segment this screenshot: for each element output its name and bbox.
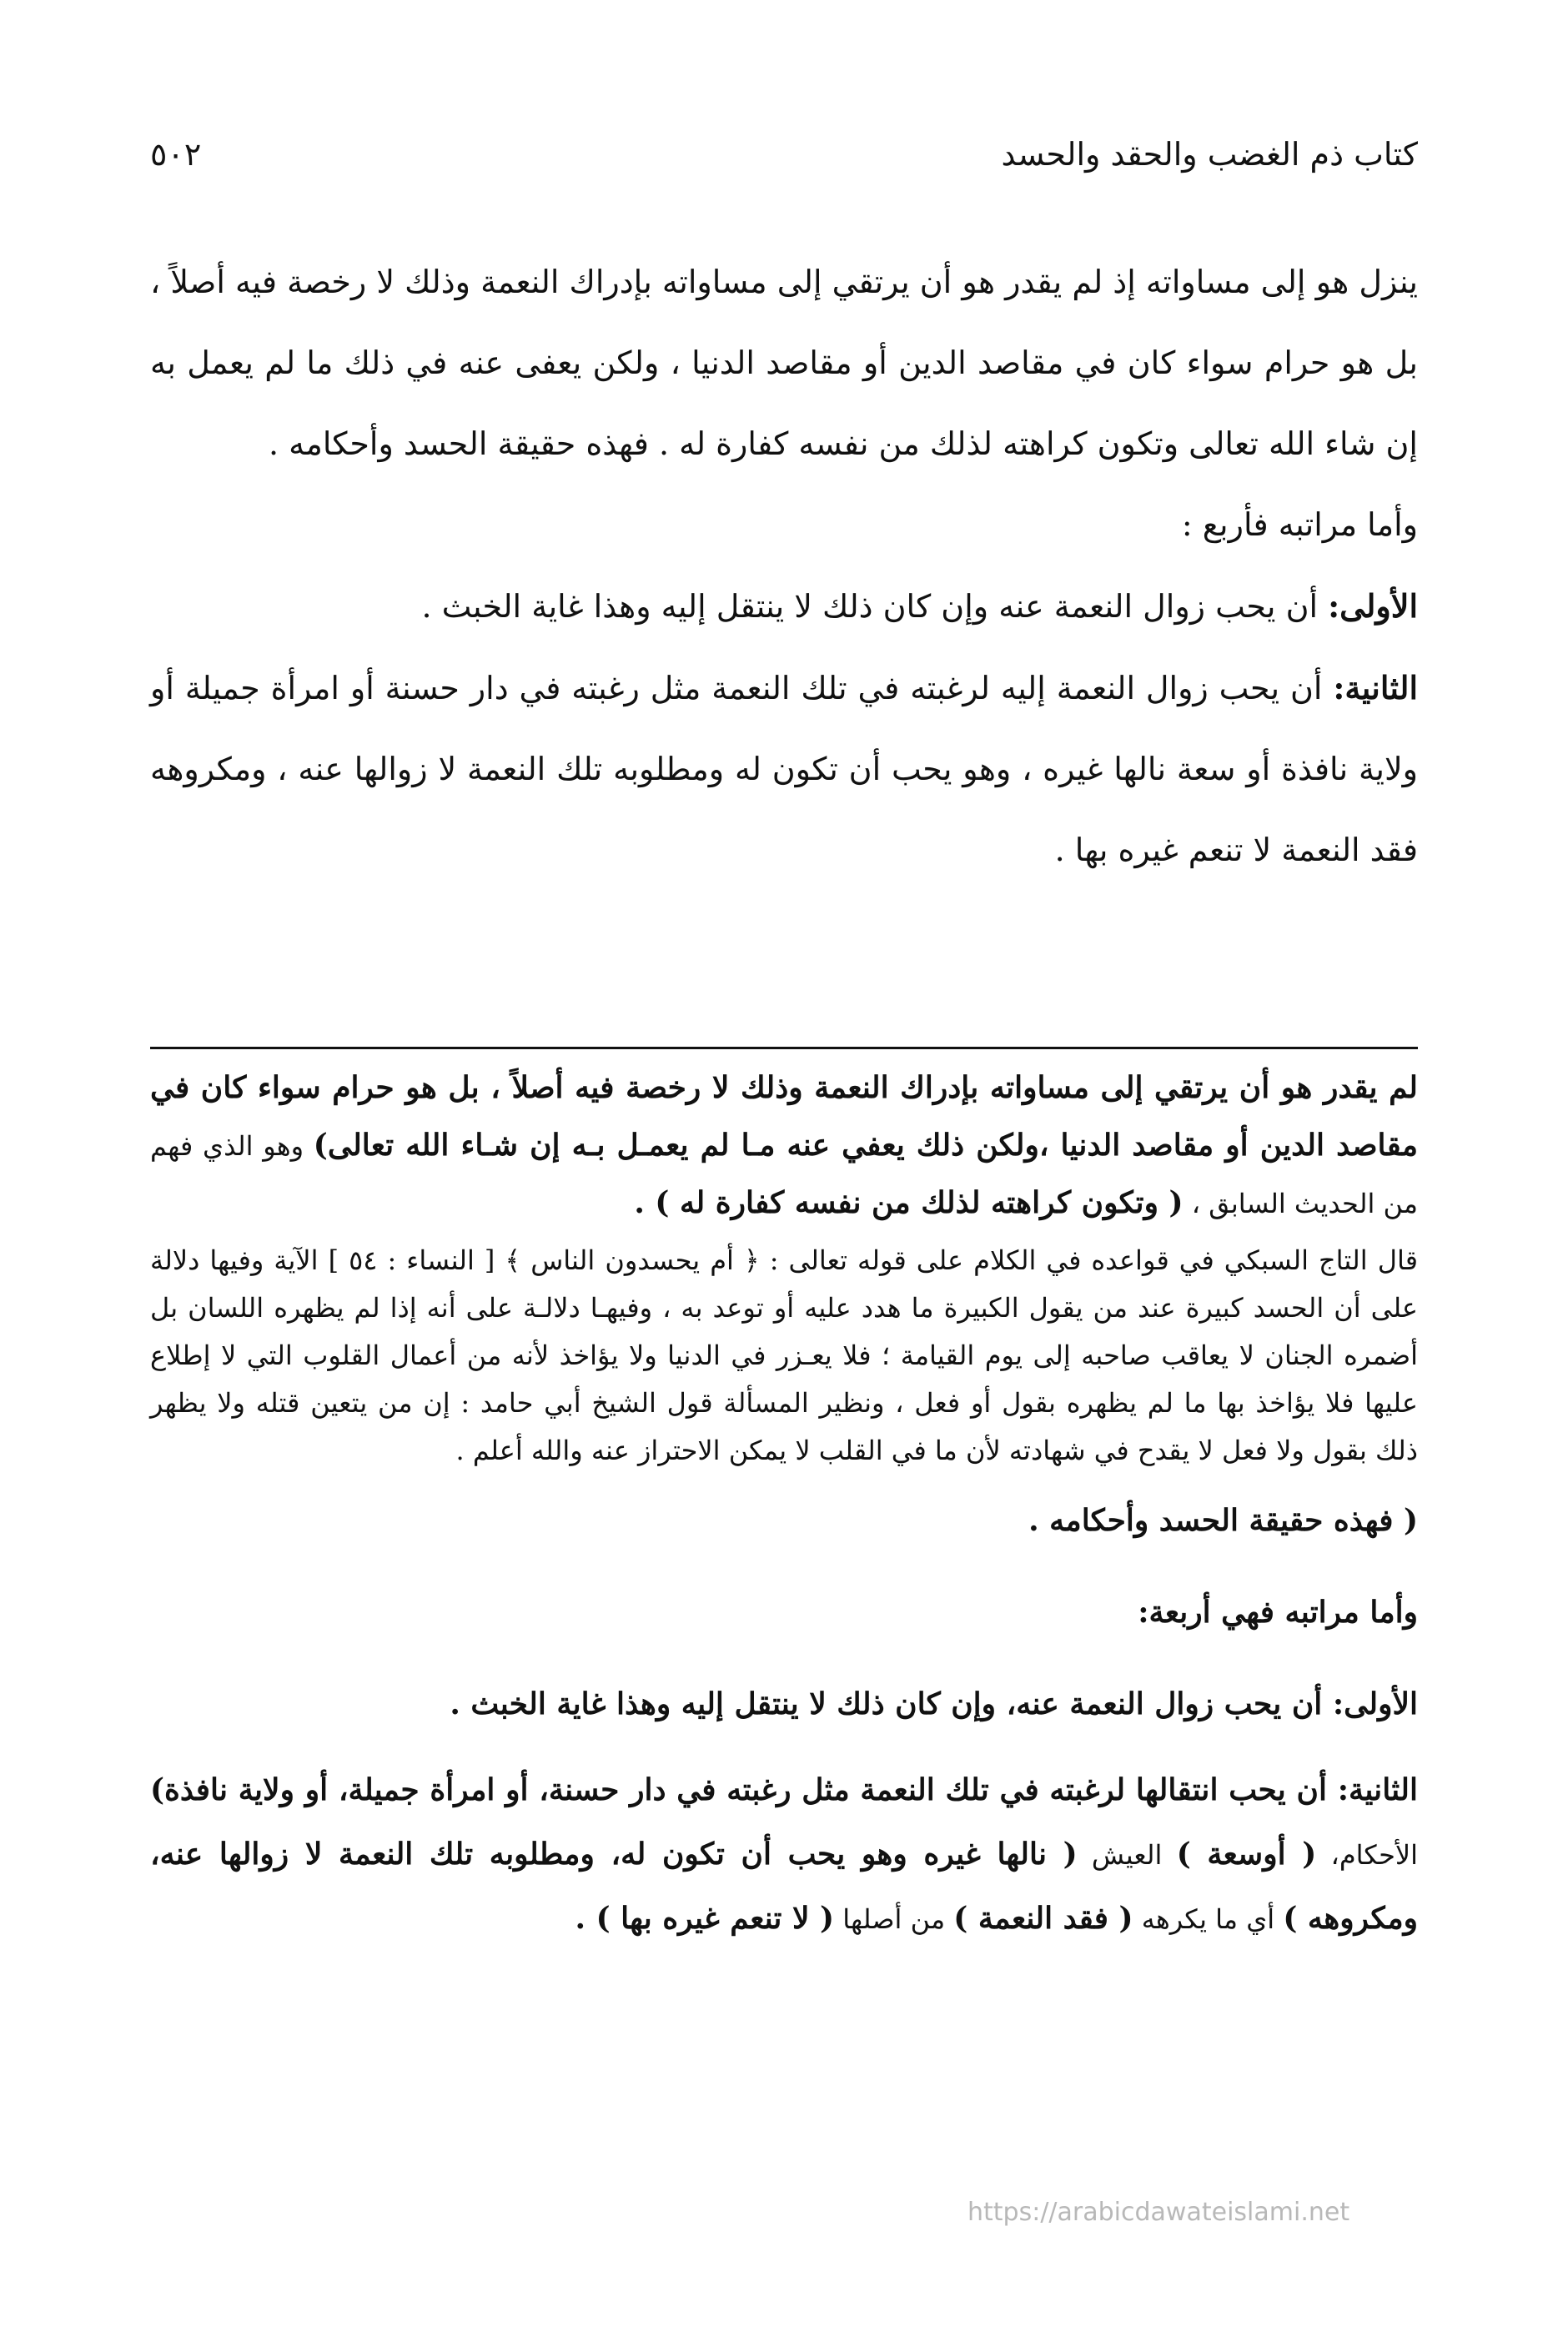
- running-head: [150, 125, 1418, 183]
- commentary-paragraph-5: الأولى: أن يحب زوال النعمة عنه، وإن كان ذلك لا ينتقل إليه وهذا غاية الخبث .: [450, 1686, 1418, 1721]
- level-two-label: الثانية:: [1333, 669, 1418, 706]
- level-one-label: الأولى:: [1328, 587, 1418, 625]
- commentary-text: أي ما يكرهه: [1133, 1903, 1284, 1935]
- main-paragraph-2: وأما مراتبه فأربع :: [1181, 506, 1418, 543]
- commentary-text: العيش: [1077, 1839, 1177, 1871]
- main-text: [150, 242, 1418, 891]
- section-divider: [150, 1047, 1418, 1049]
- quoted-text: ( أوسعة ): [1176, 1837, 1317, 1872]
- main-paragraph-4: [150, 647, 1418, 891]
- source-watermark: https://arabicdawateislami.net: [967, 2198, 1350, 2227]
- quoted-text: ( وتكون كراهته لذلك من نفسه كفارة له ) .: [634, 1185, 1184, 1220]
- quoted-text: ( فقد النعمة ): [953, 1901, 1133, 1936]
- level-two-text: أن يحب زوال النعمة إليه لرغبته في تلك النعمة مثل رغبته في دار حسنة أو امرأة جميلة أو ولاية نافذة أو سعة نالها غيره ، وهو يحب أن تكون له ومطلوبه تلك النعمة لا زوالها عنه ، ومكروهه فقد النعمة لا تنعم غيره بها .: [150, 670, 1418, 868]
- commentary-paragraph-3: ( فهذه حقيقة الحسد وأحكامه .: [1028, 1503, 1418, 1538]
- main-paragraph-3: [150, 565, 1418, 647]
- quoted-text: الثانية: أن يحب انتقالها لرغبته في تلك النعمة مثل رغبته في دار حسنة، أو امرأة جميلة، أو ولاية نافذة): [150, 1772, 1419, 1807]
- main-paragraph-1: ينزل هو إلى مساواته إذ لم يقدر هو أن يرتقي إلى مساواته بإدراك النعمة وذلك لا رخصة فيه أصلاً ، بل هو حرام سواء كان في مقاصد الدين أو مقاصد الدنيا ، ولكن يعفى عنه في ذلك ما لم يعمل به إن شاء الله تعالى وتكون كراهته لذلك من نفسه كفارة له . فهذه حقيقة الحسد وأحكامه .: [150, 264, 1418, 462]
- commentary-paragraph-6: [150, 1758, 1418, 1951]
- commentary-paragraph-4: وأما مراتبه فهي أربعة:: [1138, 1595, 1418, 1630]
- commentary: [150, 1059, 1418, 1951]
- quoted-text: لم يقدر هو أن يرتقي إلى مساواته بإدراك النعمة وذلك لا رخصة فيه أصلاً ، بل هو حرام سواء كان في مقاصد الدين أو مقاصد الدنيا ،ولكن ذلك يعفي عنه مـا لم يعمـل بـه إن شـاء الله تعالى): [150, 1070, 1418, 1163]
- commentary-paragraph-1: [150, 1059, 1418, 1232]
- page-number: ٥٠٢: [150, 136, 202, 173]
- quoted-text: ( نالها غيره وهو يحب أن تكون له، ومطلوبه تلك النعمة لا زوالها عنه، ومكروهه ): [150, 1837, 1418, 1936]
- book-title: كتاب ذم الغضب والحقد والحسد: [1001, 136, 1418, 173]
- commentary-paragraph-2: قال التاج السبكي في قواعده في الكلام على قوله تعالى : ﴿ أم يحسدون الناس ﴾ [ النساء : ٥٤ ] الآية وفيها دلالة على أن الحسد كبيرة عند من يقول الكبيرة ما هدد عليه أو توعد به ، وفيهـا دلالـة على أنه إذا لم يظهره اللسان بل أضمره الجنان لا يعاقب صاحبه إلى يوم القيامة ؛ فلا يعـزر في الدنيا ولا يؤاخذ لأنه من أعمال القلوب التي لا إطلاع عليها فلا يؤاخذ بها ما لم يظهره بقول أو فعل ، ونظير المسألة قول الشيخ أبي حامد : إن من يتعين قتله ولا يظهر ذلك بقول ولا فعل لا يقدح في شهادته لأن ما في القلب لا يمكن الاحتراز عنه والله أعلم .: [150, 1244, 1419, 1466]
- commentary-text: الأحكام،: [1316, 1839, 1419, 1871]
- quoted-text: ( لا تنعم غيره بها ) .: [575, 1901, 835, 1936]
- commentary-text: من أصلها: [834, 1903, 954, 1935]
- commentary-text: وهو الذي فهم من الحديث السابق ،: [150, 1130, 1418, 1219]
- level-one-text: أن يحب زوال النعمة عنه وإن كان ذلك لا ينتقل إليه وهذا غاية الخبث .: [421, 588, 1329, 625]
